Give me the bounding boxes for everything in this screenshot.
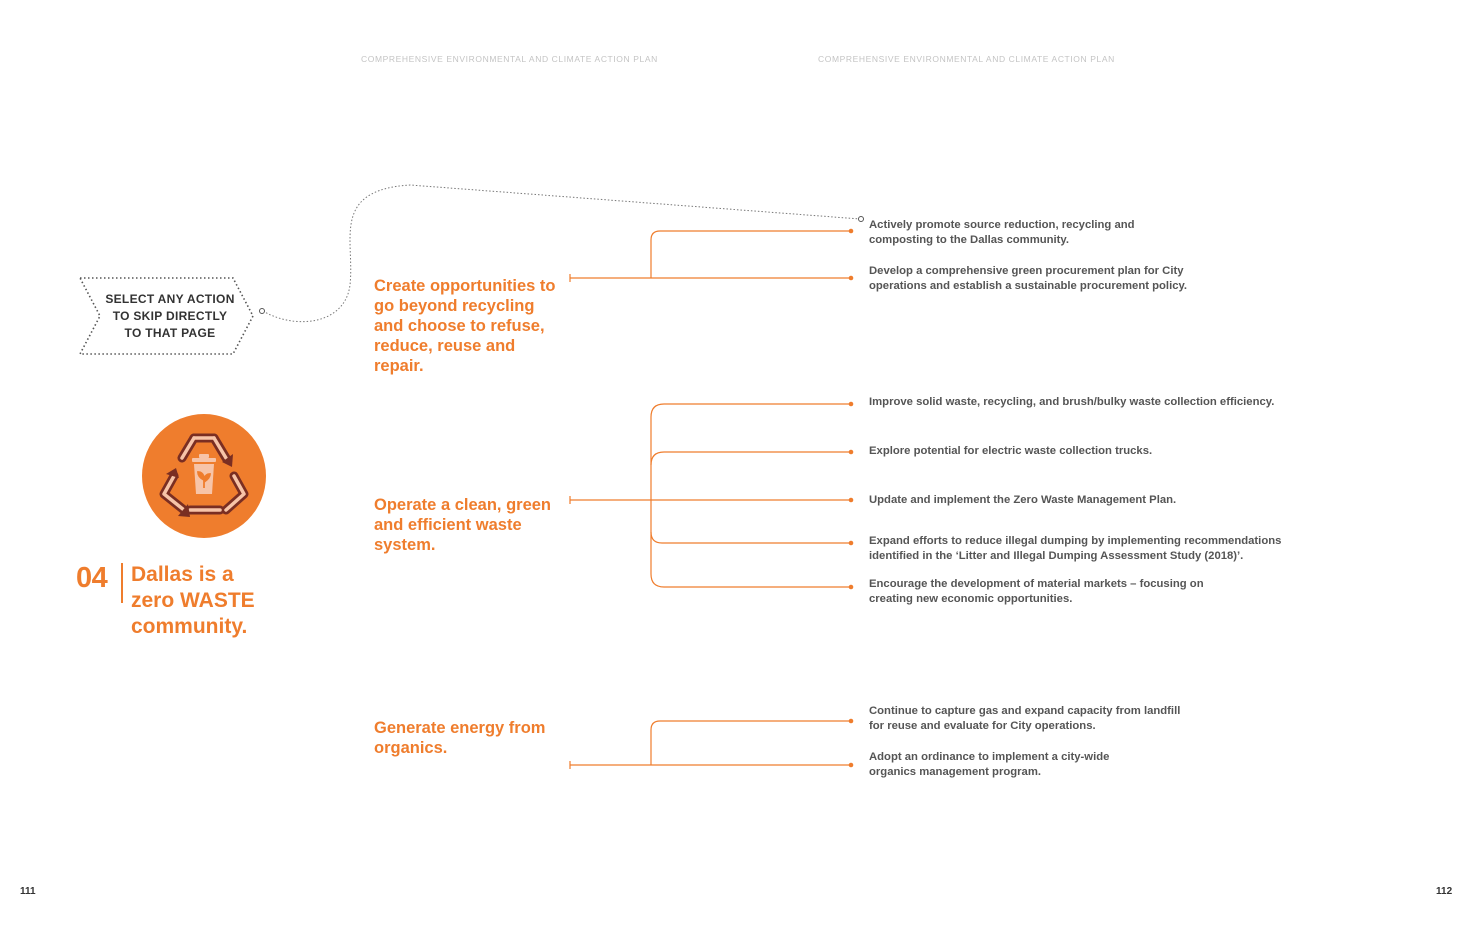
callout-line-1: SELECT ANY ACTION xyxy=(105,292,235,306)
action-link[interactable]: Update and implement the Zero Waste Management Plan. xyxy=(869,494,1177,506)
callout-line-2: TO SKIP DIRECTLY xyxy=(112,309,228,323)
action-link[interactable]: Improve solid waste, recycling, and brush/bulky waste collection efficiency. xyxy=(869,396,1275,408)
action-link[interactable]: Explore potential for electric waste collection trucks. xyxy=(869,445,1153,457)
action-link[interactable]: Encourage the development of material markets – focusing on creating new economic opportunities. xyxy=(869,578,1204,605)
recycle-bin-icon xyxy=(142,414,266,538)
goal-divider xyxy=(121,563,123,603)
goal-title-line-1: Dallas is a xyxy=(131,563,234,586)
strategy-3-title: Generate energy from organics. xyxy=(374,719,546,757)
dotted-guide-line xyxy=(263,185,860,322)
strategy-1-title: Create opportunities to go beyond recycling and choose to refuse, reduce, reuse and repair. xyxy=(374,277,556,375)
action-link[interactable]: Continue to capture gas and expand capacity from landfill for reuse and evaluate for City operations. xyxy=(869,705,1181,732)
page-number-left: 111 xyxy=(20,886,36,897)
strategy-3-branch xyxy=(651,721,851,765)
goal-title-line-3: community. xyxy=(131,615,248,638)
page-number-right: 112 xyxy=(1436,886,1453,897)
running-header-right: COMPREHENSIVE ENVIRONMENTAL AND CLIMATE ACTION PLAN xyxy=(818,54,1115,64)
goal-title-line-2: zero WASTE xyxy=(131,589,255,612)
running-header-left: COMPREHENSIVE ENVIRONMENTAL AND CLIMATE ACTION PLAN xyxy=(361,54,658,64)
goal-title xyxy=(131,562,306,640)
strategy-2-title: Operate a clean, green and efficient waste system. xyxy=(374,496,551,554)
action-link[interactable]: Develop a comprehensive green procurement plan for City operations and establish a sustainable procurement policy. xyxy=(869,265,1188,292)
guide-start-dot xyxy=(260,309,265,314)
action-link[interactable]: Adopt an ordinance to implement a city-wide organics management program. xyxy=(869,751,1110,778)
action-link[interactable]: Expand efforts to reduce illegal dumping by implementing recommendations identified in the ‘Litter and Illegal Dumping Assessment Study (2018)’. xyxy=(869,535,1282,562)
guide-end-dot xyxy=(859,217,864,222)
goal-number: 04 xyxy=(76,562,108,594)
action-link[interactable]: Actively promote source reduction, recycling and composting to the Dallas community. xyxy=(869,219,1135,246)
strategy-1-branch xyxy=(651,231,851,278)
callout-line-3: TO THAT PAGE xyxy=(124,326,216,340)
skip-to-page-callout xyxy=(82,291,258,342)
